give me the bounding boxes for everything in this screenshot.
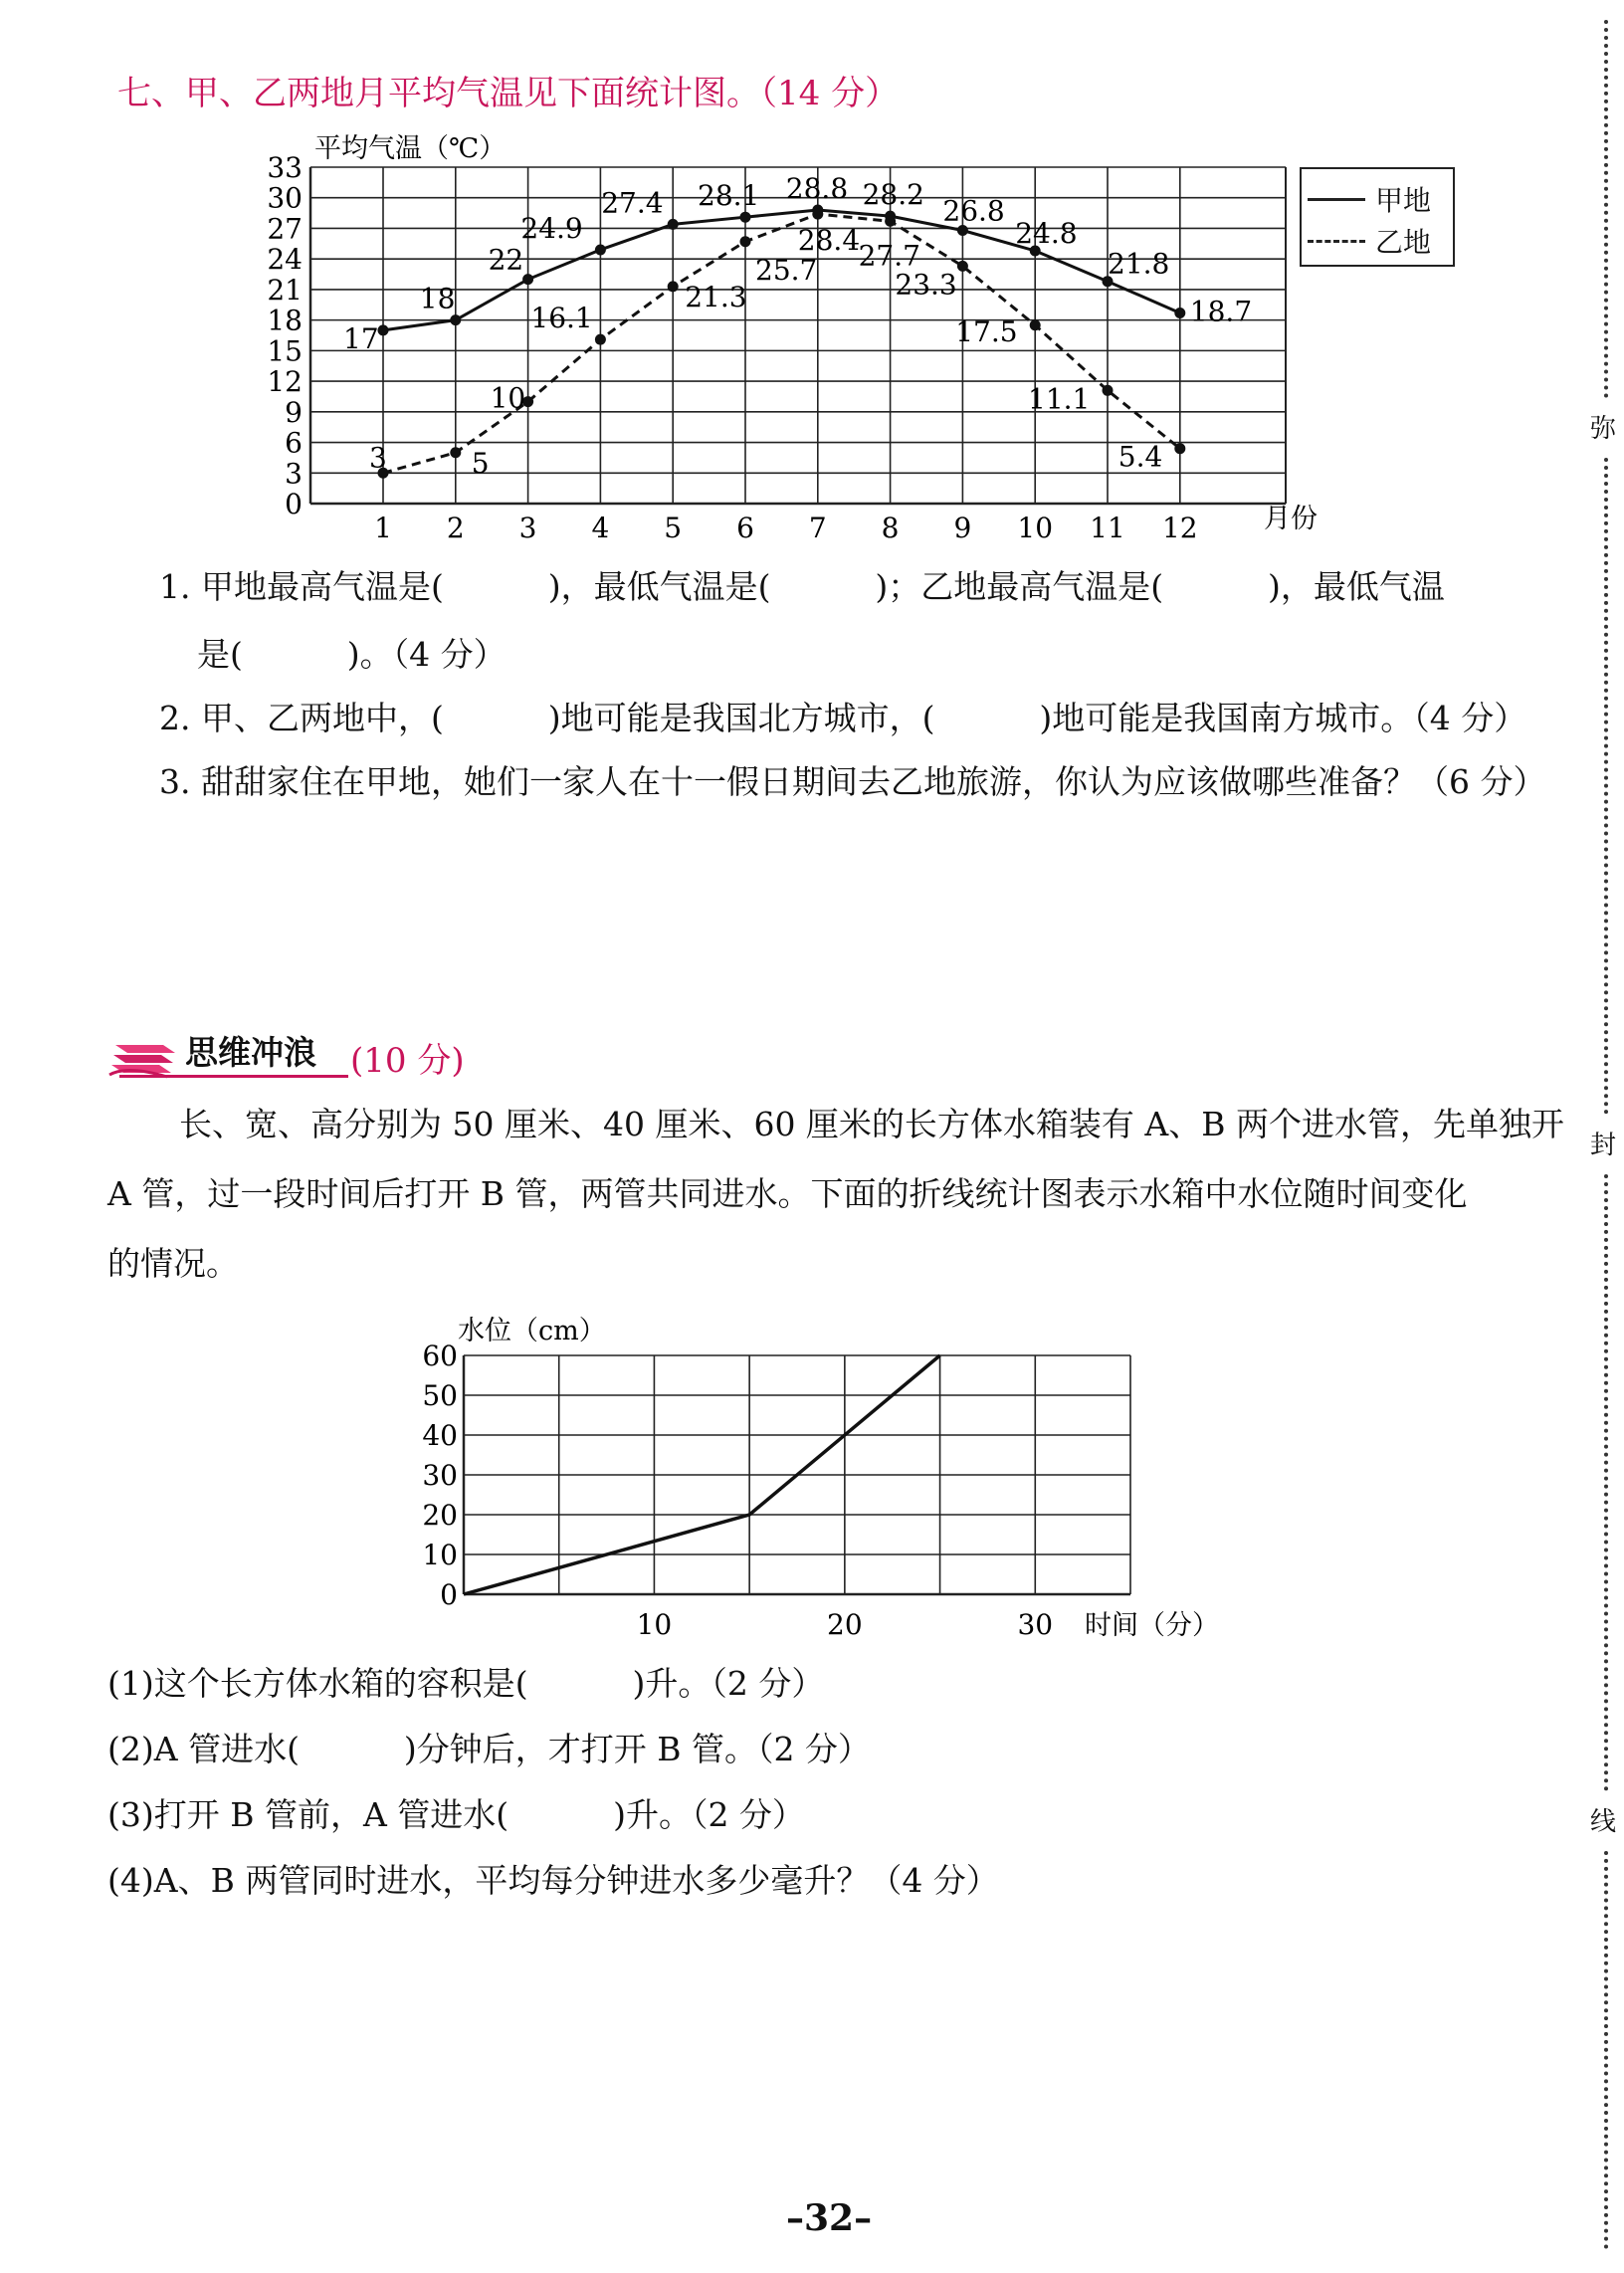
water-y-tick-label: 60 xyxy=(422,1340,458,1372)
x-tick-label: 10 xyxy=(1017,512,1054,544)
legend-series-a: 甲地 xyxy=(1375,184,1432,217)
series-a-point xyxy=(740,212,751,223)
series-a-data-label: 28.1 xyxy=(698,179,760,213)
water-y-tick-label: 20 xyxy=(422,1499,458,1532)
section-banner: 思维冲浪 xyxy=(185,1033,316,1072)
series-b-data-label: 5.4 xyxy=(1117,440,1163,474)
series-b-point xyxy=(595,334,606,345)
series-a-data-label: 18 xyxy=(419,282,456,315)
series-b-point xyxy=(957,261,968,272)
binding-dotted-line-bottom xyxy=(1604,1851,1608,2249)
series-b-point xyxy=(1030,319,1041,330)
series-b-point xyxy=(1174,443,1185,454)
series-b-point xyxy=(668,281,679,292)
x-tick-label: 9 xyxy=(953,512,972,544)
series-a-point xyxy=(378,324,389,335)
y-tick-label: 24 xyxy=(267,243,303,277)
series-b-data-label: 5 xyxy=(471,446,490,480)
legend-solid-line xyxy=(1308,198,1365,201)
series-b-data-label: 16.1 xyxy=(530,302,593,335)
water-x-tick-label: 30 xyxy=(1017,1608,1054,1641)
series-b-point xyxy=(450,447,461,458)
series-a-point xyxy=(668,219,679,230)
side-label-mi: 弥 xyxy=(1590,414,1617,444)
series-a-point xyxy=(1174,308,1185,318)
series-a-data-label: 18.7 xyxy=(1189,295,1253,328)
question-2: 2. 甲、乙两地中，( )地可能是我国北方城市，( )地可能是我国南方城市。（4 分） xyxy=(159,699,1527,737)
series-b-point xyxy=(885,216,896,227)
temperature-legend xyxy=(1300,167,1455,267)
series-a-data-label: 17 xyxy=(343,321,379,355)
x-tick-label: 4 xyxy=(591,512,610,544)
x-tick-label: 7 xyxy=(808,512,827,544)
series-b-point xyxy=(1103,385,1114,396)
water-y-tick-label: 40 xyxy=(422,1419,458,1452)
series-b-data-label: 3 xyxy=(369,441,387,475)
section-score: (10 分) xyxy=(350,1041,465,1081)
x-tick-label: 5 xyxy=(664,512,683,544)
y-tick-label: 0 xyxy=(285,488,303,520)
series-b-data-label: 11.1 xyxy=(1028,382,1091,416)
question-1a: 1. 甲地最高气温是( )，最低气温是( )；乙地最高气温是( )，最低气温 xyxy=(159,567,1445,606)
water-x-axis-title: 时间（分） xyxy=(1085,1610,1219,1641)
x-tick-label: 1 xyxy=(374,512,392,544)
question-3: 3. 甜甜家住在甲地，她们一家人在十一假日期间去乙地旅游，你认为应该做哪些准备？（6 分） xyxy=(159,762,1546,801)
binding-dotted-line-top xyxy=(1604,20,1608,398)
series-b-data-label: 25.7 xyxy=(755,253,818,287)
water-x-tick-label: 20 xyxy=(827,1608,863,1641)
series-a-point xyxy=(522,274,533,285)
water-question-4: (4)A、B 两管同时进水，平均每分钟进水多少毫升？（4 分） xyxy=(107,1861,999,1900)
y-tick-label: 21 xyxy=(267,273,303,307)
series-a-data-label: 28.2 xyxy=(862,178,924,212)
series-a-data-label: 21.8 xyxy=(1108,247,1170,281)
x-tick-label: 3 xyxy=(518,512,537,544)
water-y-tick-label: 0 xyxy=(440,1578,458,1611)
binding-dotted-line-low xyxy=(1604,1174,1608,1791)
water-y-axis-title: 水位（cm） xyxy=(458,1316,606,1346)
side-label-feng: 封 xyxy=(1590,1131,1617,1160)
x-tick-label: 12 xyxy=(1161,512,1198,544)
series-b-data-label: 10 xyxy=(490,381,526,415)
legend-series-b: 乙地 xyxy=(1375,226,1432,259)
water-question-2: (2)A 管进水( )分钟后，才打开 B 管。（2 分） xyxy=(107,1730,871,1768)
y-tick-label: 6 xyxy=(285,426,303,460)
series-a-data-label: 27.4 xyxy=(601,186,664,220)
x-axis-title: 月份 xyxy=(1264,504,1318,534)
water-question-3: (3)打开 B 管前，A 管进水( )升。（2 分） xyxy=(107,1795,805,1834)
side-label-xian: 线 xyxy=(1590,1807,1617,1837)
y-tick-label: 27 xyxy=(267,212,303,246)
series-a-data-label: 24.8 xyxy=(1015,216,1078,250)
series-a-point xyxy=(450,314,461,325)
x-tick-label: 8 xyxy=(881,512,900,544)
y-tick-label: 15 xyxy=(267,334,303,368)
y-axis-title: 平均气温（℃） xyxy=(314,133,507,164)
series-b-point xyxy=(740,236,751,247)
question-1b: 是( )。（4 分） xyxy=(197,635,507,674)
y-tick-label: 9 xyxy=(285,395,303,429)
water-x-tick-label: 10 xyxy=(636,1608,673,1641)
water-y-tick-label: 50 xyxy=(422,1379,458,1412)
x-tick-label: 2 xyxy=(446,512,465,544)
problem-line-3: 的情况。 xyxy=(107,1244,239,1283)
x-tick-label: 11 xyxy=(1090,512,1125,544)
y-tick-label: 33 xyxy=(267,151,303,184)
water-y-tick-label: 10 xyxy=(422,1539,458,1571)
legend-dashed-line xyxy=(1308,240,1365,243)
series-a-data-label: 22 xyxy=(488,243,524,277)
series-b-data-label: 21.3 xyxy=(685,280,747,313)
y-tick-label: 3 xyxy=(285,457,303,491)
problem-line-2: A 管，过一段时间后打开 B 管，两管共同进水。下面的折线统计图表示水箱中水位随时间变化 xyxy=(107,1174,1468,1213)
water-question-1: (1)这个长方体水箱的容积是( )升。（2 分） xyxy=(107,1664,825,1703)
series-a-data-label: 24.9 xyxy=(520,211,583,245)
series-b-data-label: 17.5 xyxy=(955,314,1018,348)
series-b-point xyxy=(812,209,823,220)
series-b-data-label: 27.7 xyxy=(858,239,920,273)
banner-underline xyxy=(119,1075,348,1078)
section7-title: 七、甲、乙两地月平均气温见下面统计图。（14 分） xyxy=(117,74,900,113)
y-tick-label: 18 xyxy=(267,304,303,337)
page-number: –32– xyxy=(786,2197,873,2239)
problem-line-1: 长、宽、高分别为 50 厘米、40 厘米、60 厘米的长方体水箱装有 A、B 两个进水管，先单独开 xyxy=(179,1105,1564,1143)
water-level-chart xyxy=(0,1284,1624,1642)
series-b-data-label: 23.3 xyxy=(895,268,957,302)
binding-dotted-line-mid xyxy=(1604,458,1608,1115)
series-a-point xyxy=(595,244,606,255)
series-a-data-label: 26.8 xyxy=(942,194,1005,228)
temperature-chart xyxy=(0,0,1624,557)
x-tick-label: 6 xyxy=(736,512,754,544)
y-tick-label: 12 xyxy=(267,365,303,399)
series-b-data-label: 28.4 xyxy=(797,224,861,258)
y-tick-label: 30 xyxy=(267,181,303,215)
series-a-data-label: 28.8 xyxy=(785,172,849,206)
water-y-tick-label: 30 xyxy=(422,1459,458,1492)
